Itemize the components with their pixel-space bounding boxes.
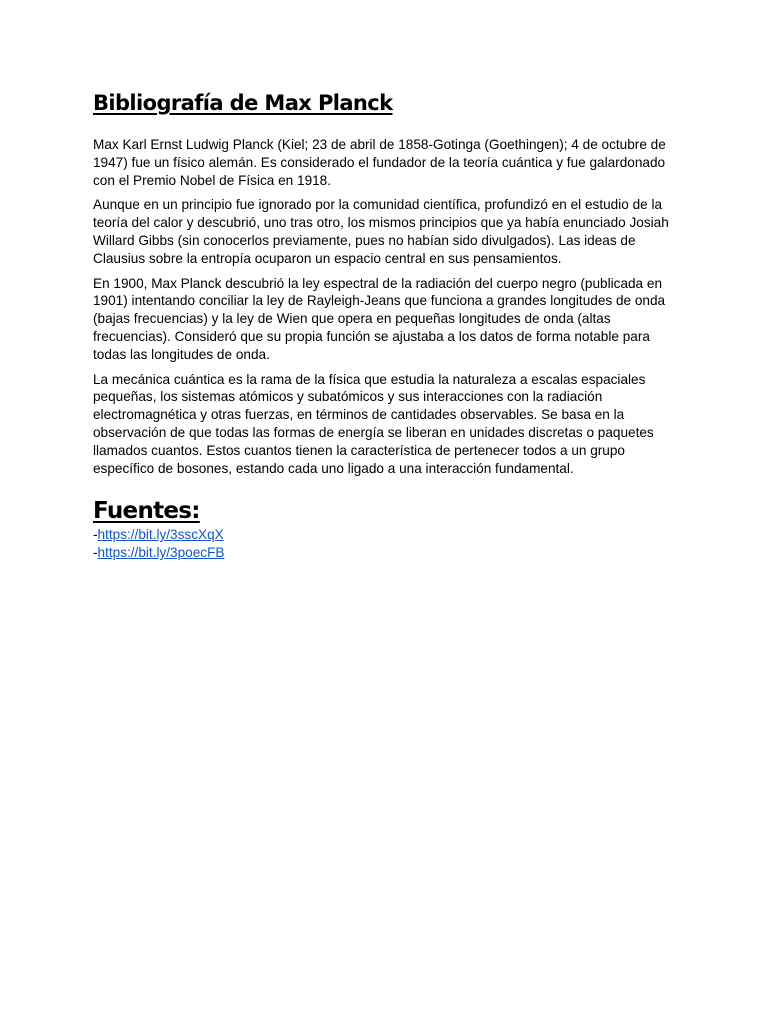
sources-list (93, 526, 675, 562)
source-link-1[interactable]: https://bit.ly/3sscXqX (97, 527, 224, 543)
paragraph-4: La mecánica cuántica es la rama de la física que estudia la naturaleza a escalas espaciales pequeñas, los sistemas atómicos y subatómicos y sus interacciones con la radiación electromagnética y otras fuerzas, en términos de cantidades observables. Se basa en la observación de que todas las formas de energía se liberan en unidades discretas o paquetes llamados cuantos. Estos cuantos tienen la característica de pertenecer todos a un grupo específico de bosones, estando cada uno ligado a una interacción fundamental. (93, 371, 654, 476)
source-item (93, 544, 675, 562)
source-prefix: - (93, 527, 98, 543)
paragraph-1: Max Karl Ernst Ludwig Planck (Kiel; 23 de abril de 1858-Gotinga (Goethingen); 4 de octubre de 1947) fue un físico alemán. Es considerado el fundador de la teoría cuántica y fue galardonado con el Premio Nobel de Física en 1918. (93, 137, 666, 188)
source-link-2[interactable]: https://bit.ly/3poecFB (97, 545, 225, 561)
document-page (93, 88, 675, 562)
paragraph-3: En 1900, Max Planck descubrió la ley espectral de la radiación del cuerpo negro (publicada en 1901) intentando conciliar la ley de Rayleigh-Jeans que funciona a grandes longitudes de onda (bajas frecuencias) y la ley de Wien que opera en pequeñas longitudes de onda (altas frecuencias). Consideró que su propia función se ajustaba a los datos de forma notable para todas las longitudes de onda. (93, 275, 666, 362)
paragraph-2: Aunque en un principio fue ignorado por la comunidad científica, profundizó en el estudio de la teoría del calor y descubrió, uno tras otro, los mismos principios que ya había enunciado Josiah Willard Gibbs (sin conocerlos previamente, pues no habían sido divulgados). Las ideas de Clausius sobre la entropía ocuparon un espacio central en sus pensamientos. (93, 197, 669, 266)
sources-heading: Fuentes: (93, 498, 200, 525)
source-item (93, 526, 675, 544)
source-prefix: - (93, 545, 98, 561)
page-title: Bibliografía de Max Planck (93, 91, 393, 115)
document-body (93, 136, 675, 477)
